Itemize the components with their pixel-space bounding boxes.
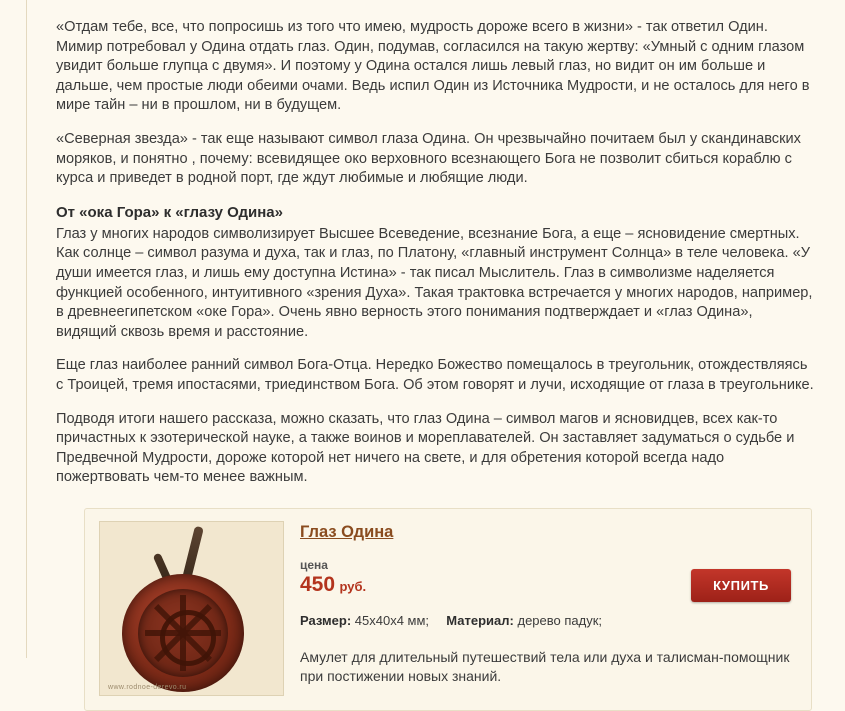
price-currency: руб. <box>339 578 367 594</box>
product-image[interactable] <box>99 521 284 696</box>
product-description: Амулет для длительный путешествий тела или духа и талисман-помощник при постижении новых знаний. <box>300 648 790 684</box>
paragraph: Глаз у многих народов символизирует Высшее Всеведение, всезнание Бога, а еще – ясновидение смертных. Как солнце – символ разума и духа, так и глаз, по Платону, «главный инструмент Солнца» в теле человека. «У души имеется глаз, и лишь ему доступна Истина» - так писал Мыслитель. Глаз в символизме наделяется функцией особенного, интуитивного «зрения Духа». Такая трактовка встречается у многих народов, например, в древнеегипетском «оке Гора». Очень явно верность этого понимания подтверждает и «глаз Одина», видящий сквозь время и расстояние. <box>56 225 813 340</box>
price-value: 450 <box>300 572 336 596</box>
product-title-link[interactable]: Глаз Одина <box>300 522 394 541</box>
paragraph: Подводя итоги нашего рассказа, можно сказать, что глаз Одина – символ магов и ясновидцев, всех как-то причастных к эзотерической науке, а также воинов и мореплавателей. Он заставляет задуматься о судьбе и Предвечной Мудрости, дороже которой нет ничего на свете, и для обретения которой всегда надо пожертвовать чем-то менее важным. <box>56 410 795 486</box>
paragraph: «Отдам тебе, все, что попросишь из того что имею, мудрость дороже всего в жизни» - так ответил Один. Мимир потребовал у Одина отдать глаз. Один, подумав, согласился на такую жертву: «Умный с одним глазом увидит больше глупца с двумя». И поэтому у Одина остался лишь левый глаз, но видит он им больше и дальше, чем простые люди обеими очами. Ведь испил Один из Источника Мудрости, и не осталось для него в мире тайн – ни в прошлом, ни в будущем. <box>56 19 810 114</box>
article-content <box>28 0 845 711</box>
material-value: дерево падук; <box>517 612 603 628</box>
material-label: Материал: <box>446 612 514 628</box>
amulet-inner-disc <box>138 589 228 677</box>
image-watermark: www.rodnoe-derevo.ru <box>108 683 187 691</box>
size-label: Размер: <box>300 612 352 628</box>
product-card <box>84 508 812 711</box>
left-margin-rule <box>0 0 27 658</box>
paragraph: Еще глаз наиболее ранний символ Бога-Отца. Нередко Божество помещалось в треугольник, отождествляясь с Троицей, тремя ипостасями, триединством Бога. Об этом говорят и лучи, исходящие от глаза в треугольнике. <box>56 357 814 393</box>
size-value: 45х40х4 мм; <box>354 612 430 628</box>
buy-button[interactable]: КУПИТЬ <box>691 569 791 602</box>
paragraph: «Северная звезда» - так еще называют символ глаза Одина. Он чрезвычайно почитаем был у скандинавских моряков, и понятно , почему: всевидящее око верховного всезнающего Бога не позволит сбиться кораблю с курса и приведет в родной порт, где ждут любимые и любящие люди. <box>56 130 801 187</box>
product-specs <box>300 613 797 628</box>
price-label: цена <box>300 557 328 572</box>
amulet-pendant-icon <box>122 574 244 692</box>
section-subheading: От «ока Гора» к «глазу Одина» <box>56 203 283 221</box>
product-details <box>300 521 797 696</box>
